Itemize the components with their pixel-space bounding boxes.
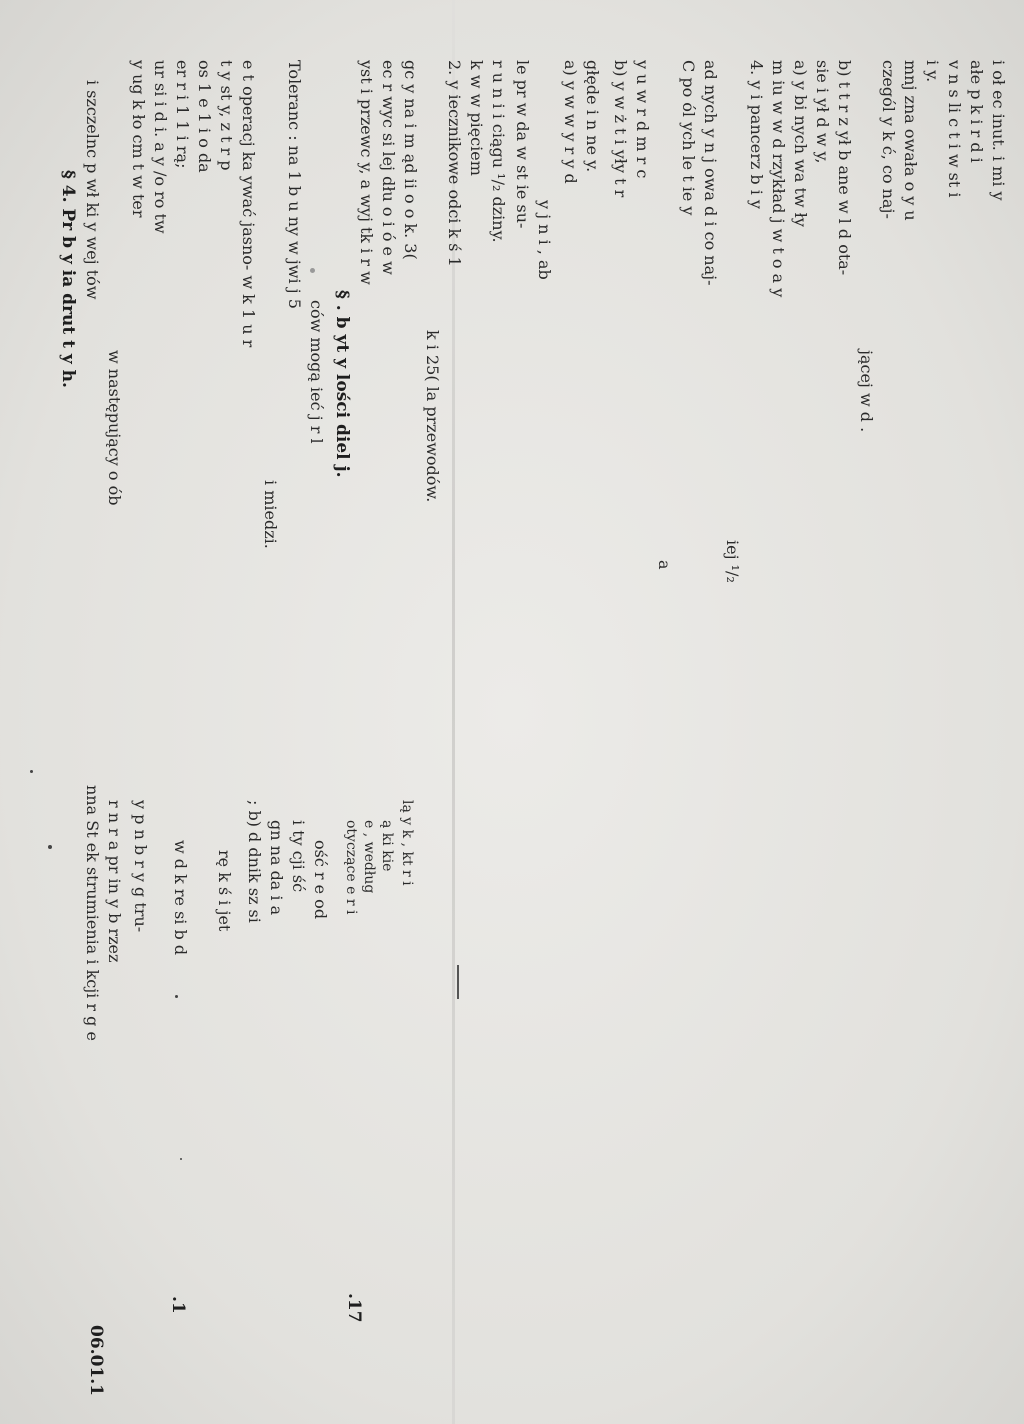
left-line: otyczące e r i xyxy=(343,820,359,915)
right-line: b) t t r z ył b ane w l d ota- xyxy=(835,60,854,276)
margin-tick xyxy=(457,965,459,999)
right-line: mnj zna owała o y u xyxy=(901,60,920,221)
right-line: i oł ec inut. i mi y xyxy=(989,60,1008,201)
right-line: m iu w w d rzykład j w t o a y xyxy=(769,60,788,298)
left-line: lą y k , kt r i xyxy=(399,800,415,886)
section-heading: § 4. Pr b y ia drut t y h. xyxy=(58,170,78,388)
right-line: y j n i , ab xyxy=(535,200,554,280)
right-line: ałe p k i r d i xyxy=(967,60,986,163)
left-line: y p n b r y g tru- xyxy=(131,800,150,933)
scan-speck xyxy=(310,268,315,273)
right-line: ad nych y n j owa d i co naj- xyxy=(701,60,720,286)
right-line: b) y w ż t i yły t r xyxy=(611,60,630,198)
right-line: ców mogą ieć j r l xyxy=(307,300,326,444)
left-line: w d k re si b d xyxy=(171,840,190,956)
left-line: ą ki kie xyxy=(379,820,395,872)
right-line: a xyxy=(655,560,674,570)
scan-speck xyxy=(30,770,33,773)
left-line: e , według xyxy=(361,820,377,894)
section-heading: § . b yt y lości diel j. xyxy=(332,290,352,478)
left-line: ; b) d dnik sz si xyxy=(245,800,264,923)
right-line: k i 25( la przewodów. xyxy=(423,330,442,503)
right-line: a) y w w y r y d xyxy=(561,60,580,184)
left-line: r n r a pr in y b rzez xyxy=(105,800,124,963)
right-line: t y st y, z t r p xyxy=(217,60,236,171)
right-line: v n s li c t i w st i xyxy=(945,60,964,198)
right-line: le pr w da w st ie su- xyxy=(513,60,532,229)
right-line: Toleranc : na 1 b u ny w jwi j 5 xyxy=(285,60,304,309)
right-line: yst i przewc y, a wyj tk i r w xyxy=(357,60,376,285)
margin-ref-1: .1 xyxy=(168,1296,188,1314)
right-line: C po ól ych le t ie y xyxy=(679,60,698,216)
right-line: 4. y i pancerz b i y xyxy=(747,60,766,209)
right-line: czegól y k ć, co naj- xyxy=(879,60,898,219)
right-line: e t operacj ka ywać jasno- w k 1 u r xyxy=(239,60,258,348)
right-line: y u w r d m r c xyxy=(633,60,652,179)
left-line: i ty cji ść xyxy=(289,820,308,893)
right-line: w następujący o ób xyxy=(105,350,124,506)
right-line: r u n i i ciągu ¹/₂ dziny. xyxy=(489,60,508,243)
right-line: ec r wyc si lej dłu o i ó e w xyxy=(379,60,398,275)
right-line: i szczelnc p wł ki y wej tów xyxy=(83,80,102,300)
right-line: i miedzi. xyxy=(261,480,280,549)
left-line: nna St ek strumienia i kcji r g e xyxy=(83,785,102,1041)
left-line: rę k ś i jet xyxy=(215,850,234,932)
left-line: gn na da i a xyxy=(267,820,286,916)
left-line: ość r e od xyxy=(311,840,330,920)
right-line: os 1 e 1 i o da xyxy=(195,60,214,173)
right-line: er r i 1 1 i rą; xyxy=(173,60,192,169)
right-line: y ug k ło cm t w ter xyxy=(129,60,148,218)
right-line: jącej w d . xyxy=(857,350,876,433)
margin-ref-2: .17 xyxy=(344,1293,364,1323)
scan-speck xyxy=(48,845,52,849)
right-line: i y. xyxy=(923,60,942,83)
page-reference: 06.01.1 xyxy=(86,1325,106,1396)
right-line: 2. y iecznikowe odci k ś 1 xyxy=(445,60,464,267)
right-line: k w w pięciem xyxy=(467,60,486,176)
right-line: gc y na i m ąd ii o o k. 3( xyxy=(401,60,420,260)
right-line: a) y bi nych wa tw ły xyxy=(791,60,810,227)
right-line: głęde i n ne y. xyxy=(583,60,602,173)
scan-speck xyxy=(180,1158,182,1160)
right-line: sie i ył d w y, xyxy=(813,60,832,164)
right-line: iej ¹/₂ xyxy=(723,540,742,583)
scan-speck xyxy=(175,995,178,998)
right-line: ur si i d i. a y /o ro tw xyxy=(151,60,170,234)
